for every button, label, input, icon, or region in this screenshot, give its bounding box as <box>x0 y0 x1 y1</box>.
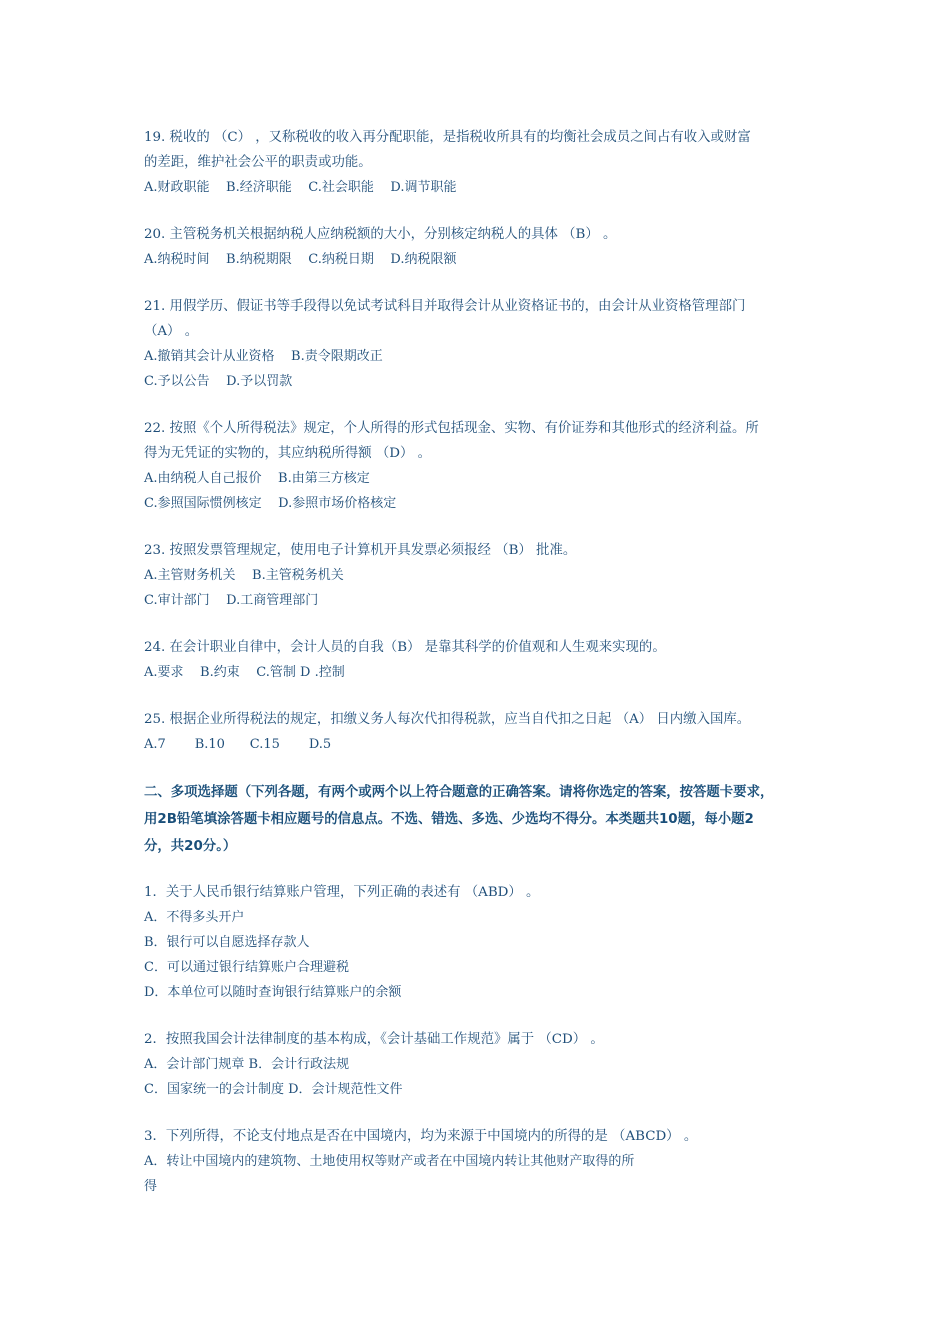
question-text: 24. 在会计职业自律中，会计人员的自我（B） 是靠其科学的价值观和人生观来实现的。 <box>144 640 666 655</box>
question-22 <box>144 416 824 516</box>
question-text: 25. 根据企业所得税法的规定，扣缴义务人每次代扣得税款，应当自代扣之日起 （A） 日内缴入国库。 <box>144 712 751 727</box>
question-24 <box>144 635 824 685</box>
question-21 <box>144 294 824 394</box>
question-19 <box>144 125 824 200</box>
question-text: 的差距，维护社会公平的职责或功能。 <box>144 155 372 170</box>
question-option: 得 <box>144 1179 158 1194</box>
question-options: C.参照国际惯例核定 D.参照市场价格核定 <box>144 496 397 511</box>
question-options: A.撤销其会计从业资格 B.责令限期改正 <box>144 349 383 364</box>
question-23 <box>144 538 824 613</box>
section-heading-line: 用2B铅笔填涂答题卡相应题号的信息点。不选、错选、多选、少选均不得分。本类题共10题，每小题2 <box>144 812 754 827</box>
question-text: （A） 。 <box>144 324 199 339</box>
question-options: A.由纳税人自己报价 B.由第三方核定 <box>144 471 370 486</box>
question-options: C.予以公告 D.予以罚款 <box>144 374 293 389</box>
question-text: 3．下列所得，不论支付地点是否在中国境内，均为来源于中国境内的所得的是 （ABCD） 。 <box>144 1129 698 1144</box>
question-option: B．银行可以自愿选择存款人 <box>144 935 310 950</box>
question-text: 21. 用假学历、假证书等手段得以免试考试科目并取得会计从业资格证书的，由会计从业资格管理部门 <box>144 299 746 314</box>
question-option: D．本单位可以随时查询银行结算账户的余额 <box>144 985 402 1000</box>
question-options: A.要求 B.约束 C.管制 D .控制 <box>144 665 345 680</box>
question-text: 23. 按照发票管理规定，使用电子计算机开具发票必须报经 （B） 批准。 <box>144 543 577 558</box>
section-heading-line: 二、多项选择题（下列各题，有两个或两个以上符合题意的正确答案。请将你选定的答案，按答题卡要求， <box>144 785 774 800</box>
section-heading-multiple-choice <box>144 779 824 860</box>
question-multi-1 <box>144 880 824 1005</box>
document-content <box>144 125 824 1221</box>
question-text: 19. 税收的 （C） ，又称税收的收入再分配职能，是指税收所具有的均衡社会成员之间占有收入或财富 <box>144 130 751 145</box>
question-options: A.7 B.10 C.15 D.5 <box>144 737 332 752</box>
question-text: 22. 按照《个人所得税法》规定，个人所得的形式包括现金、实物、有价证券和其他形式的经济利益。所 <box>144 421 759 436</box>
question-options: A.财政职能 B.经济职能 C.社会职能 D.调节职能 <box>144 180 457 195</box>
question-option: A．不得多头开户 <box>144 910 245 925</box>
question-option: C．国家统一的会计制度 D．会计规范性文件 <box>144 1082 403 1097</box>
question-text: 20. 主管税务机关根据纳税人应纳税额的大小，分别核定纳税人的具体 （B） 。 <box>144 227 617 242</box>
section-heading-line: 分，共20分。） <box>144 839 237 854</box>
question-text: 得为无凭证的实物的，其应纳税所得额 （D） 。 <box>144 446 432 461</box>
question-multi-3 <box>144 1124 824 1199</box>
question-multi-2 <box>144 1027 824 1102</box>
question-option: A．转让中国境内的建筑物、土地使用权等财产或者在中国境内转让其他财产取得的所 <box>144 1154 635 1169</box>
question-options: A.主管财务机关 B.主管税务机关 <box>144 568 344 583</box>
question-option: A．会计部门规章 B．会计行政法规 <box>144 1057 350 1072</box>
question-text: 1．关于人民币银行结算账户管理，下列正确的表述有 （ABD） 。 <box>144 885 540 900</box>
question-option: C．可以通过银行结算账户合理避税 <box>144 960 349 975</box>
question-20 <box>144 222 824 272</box>
question-options: A.纳税时间 B.纳税期限 C.纳税日期 D.纳税限额 <box>144 252 457 267</box>
question-text: 2．按照我国会计法律制度的基本构成，《会计基础工作规范》属于 （CD） 。 <box>144 1032 604 1047</box>
question-options: C.审计部门 D.工商管理部门 <box>144 593 319 608</box>
question-25 <box>144 707 824 757</box>
